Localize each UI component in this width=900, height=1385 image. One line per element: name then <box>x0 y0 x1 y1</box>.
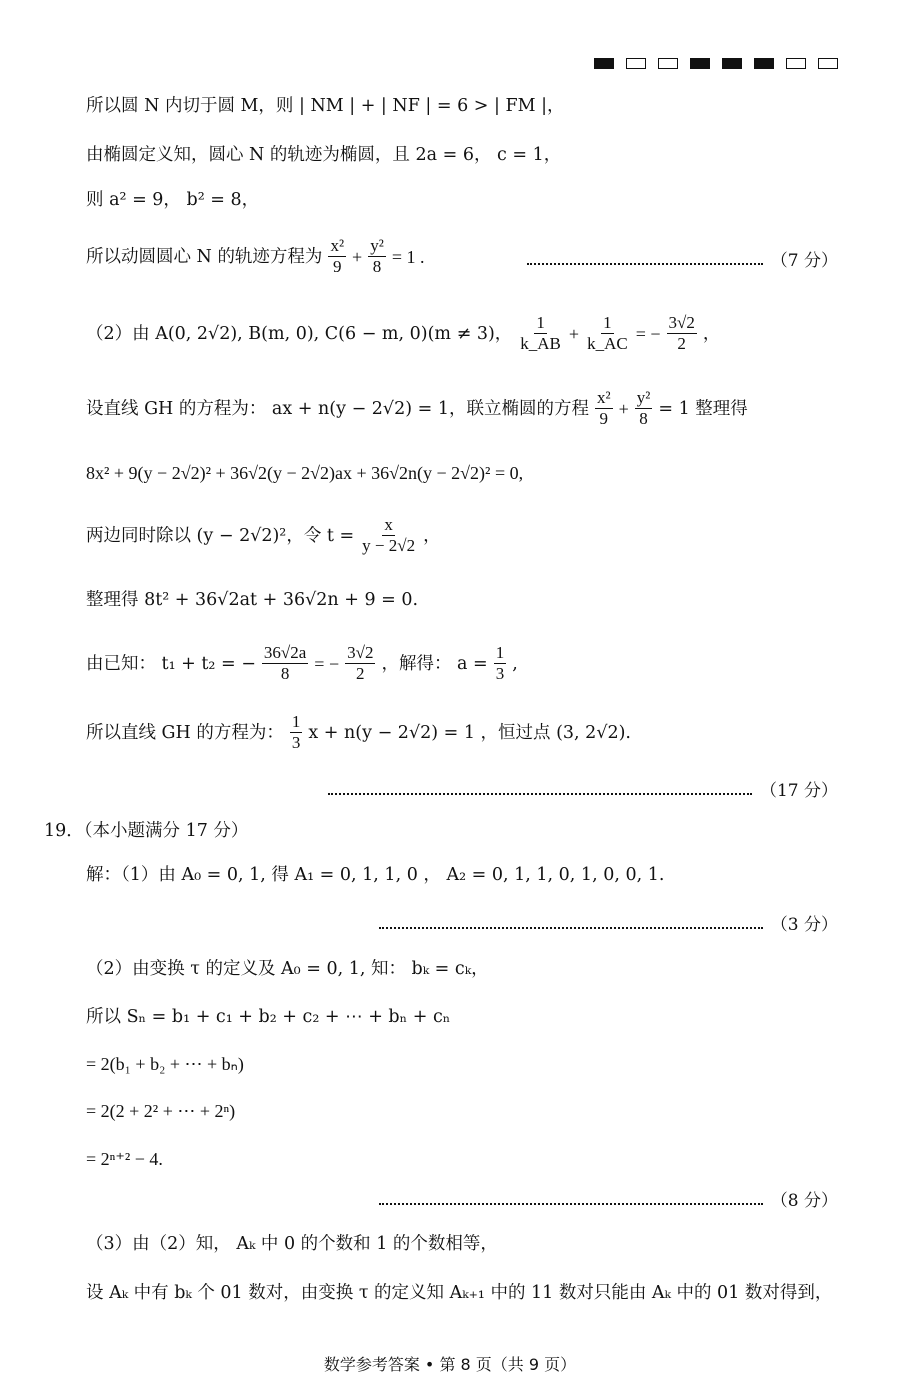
numerator: 36√2a <box>263 643 307 662</box>
text-line: 则 a² = 9， b² = 8， <box>86 190 260 210</box>
marker-square <box>594 58 614 69</box>
equation-line: 8x² + 9(y − 2√2)² + 36√2(y − 2√2)ax + 36√2n(y − 2√2)² = 0, <box>86 463 524 483</box>
page-marker-squares <box>594 58 838 70</box>
text-line: 解：（1）由 A₀ = 0, 1, 得 A₁ = 0, 1, 1, 0 ， A₂ = 0, 1, 1, 0, 1, 0, 0, 1. <box>86 865 665 885</box>
marker-square <box>626 58 646 69</box>
denominator: k_AC <box>587 334 628 353</box>
plus-sign: + <box>352 246 363 267</box>
text-line: 由椭圆定义知，圆心 N 的轨迹为椭圆，且 2a = 6， c = 1， <box>86 145 562 165</box>
denominator: 9 <box>332 257 342 276</box>
text-line: 整理得 8t² + 36√2at + 36√2n + 9 = 0. <box>86 590 419 610</box>
fraction <box>368 236 386 277</box>
denominator: 8 <box>372 257 382 276</box>
numerator: 1 <box>536 313 545 332</box>
score-label: （8 分） <box>770 1191 838 1211</box>
fraction <box>518 313 563 354</box>
numerator: x² <box>330 236 345 255</box>
marker-square <box>722 58 742 69</box>
text-line: 设 Aₖ 中有 bₖ 个 01 数对，由变换 τ 的定义知 Aₖ₊₁ 中的 11 数对只能由 Aₖ 中的 01 数对得到， <box>86 1283 833 1303</box>
numerator: 3√2 <box>668 313 695 332</box>
score-label: （3 分） <box>770 915 838 935</box>
numerator: 3√2 <box>347 643 374 662</box>
score-line <box>527 246 838 271</box>
equation-line: = 2(b₁ + b₂ + ⋯ + bₙ) <box>86 1054 244 1074</box>
denominator: 8 <box>639 409 648 428</box>
text-segment: = 1 . <box>391 246 425 267</box>
fraction <box>360 515 417 556</box>
numerator: x² <box>596 388 611 407</box>
numerator: 1 <box>603 313 612 332</box>
equation-line: = 2ⁿ⁺² − 4. <box>86 1149 163 1169</box>
denominator: k_AB <box>520 334 561 353</box>
text-segment: = − <box>635 323 661 344</box>
numerator: y² <box>636 388 651 407</box>
fraction <box>635 388 653 429</box>
marker-square <box>754 58 774 69</box>
fraction <box>328 236 346 277</box>
numerator: x <box>384 515 393 534</box>
marker-square <box>690 58 710 69</box>
text-line: 所以 Sₙ = b₁ + c₁ + b₂ + c₂ + ⋯ + bₙ + cₙ <box>86 1007 451 1027</box>
comma: , <box>512 653 518 674</box>
text-line: （3）由（2）知， Aₖ 中 0 的个数和 1 的个数相等， <box>86 1234 498 1254</box>
text-segment: 所以直线 GH 的方程为： <box>86 722 284 743</box>
score-label: （7 分） <box>770 251 838 271</box>
score-label: （17 分） <box>759 781 838 801</box>
text-segment: 所以动圆圆心 N 的轨迹方程为 <box>86 246 323 267</box>
denominator: 3 <box>495 664 505 683</box>
denominator: 2 <box>356 664 365 683</box>
score-line <box>379 1186 838 1211</box>
dot-leader <box>379 1193 763 1205</box>
numerator: 1 <box>291 712 301 731</box>
fraction <box>494 643 507 684</box>
text-line: （2）由变换 τ 的定义及 A₀ = 0, 1, 知： bₖ = cₖ， <box>86 959 489 979</box>
page-footer: 数学参考答案 • 第 8 页（共 9 页） <box>323 1355 577 1374</box>
comma: ， <box>423 525 441 546</box>
denominator: 9 <box>599 409 609 428</box>
comma: ， <box>702 323 721 344</box>
numerator: 1 <box>495 643 505 662</box>
fraction <box>585 313 630 354</box>
marker-square <box>818 58 838 69</box>
text-segment: 由已知： t₁ + t₂ = − <box>86 653 256 674</box>
fraction <box>290 712 303 753</box>
text-segment: x + n(y − 2√2) = 1 ，恒过点 (3, 2√2). <box>308 722 631 743</box>
text-segment: = 1 整理得 <box>658 398 748 419</box>
dot-leader <box>527 253 763 265</box>
question-heading: 19．（本小题满分 17 分） <box>44 821 249 841</box>
fraction <box>667 313 697 354</box>
fraction <box>345 643 375 684</box>
score-line <box>379 910 838 935</box>
text-line-with-fraction <box>86 313 720 354</box>
text-line-with-fraction <box>86 515 441 556</box>
text-segment: = − <box>314 653 340 674</box>
marker-square <box>658 58 678 69</box>
marker-square <box>786 58 806 69</box>
plus-sign: + <box>618 398 629 419</box>
text-line-with-fraction <box>86 643 518 684</box>
equation-line: = 2(2 + 2² + ⋯ + 2ⁿ) <box>86 1101 236 1121</box>
denominator: y − 2√2 <box>362 536 416 555</box>
text-line-with-fraction <box>86 388 748 429</box>
plus-sign: + <box>568 323 580 344</box>
text-line: 所以圆 N 内切于圆 M，则 | NM | + | NF | = 6 > | FM |， <box>86 96 565 116</box>
text-segment: 两边同时除以 (y − 2√2)²，令 t = <box>86 525 355 546</box>
fraction <box>595 388 613 429</box>
dot-leader <box>328 783 752 795</box>
denominator: 2 <box>677 334 686 353</box>
denominator: 8 <box>280 664 290 683</box>
fraction <box>262 643 308 684</box>
text-segment: 设直线 GH 的方程为： ax + n(y − 2√2) = 1，联立椭圆的方程 <box>86 398 589 419</box>
text-segment: ，解得： a = <box>381 653 488 674</box>
text-line-with-fraction <box>86 236 424 277</box>
denominator: 3 <box>291 733 301 752</box>
dot-leader <box>379 917 763 929</box>
text-line-with-fraction <box>86 712 631 753</box>
numerator: y² <box>370 236 384 255</box>
text-segment: （2）由 A(0, 2√2), B(m, 0), C(6 − m, 0)(m ≠ 3)， <box>86 323 513 344</box>
score-line <box>328 776 838 801</box>
